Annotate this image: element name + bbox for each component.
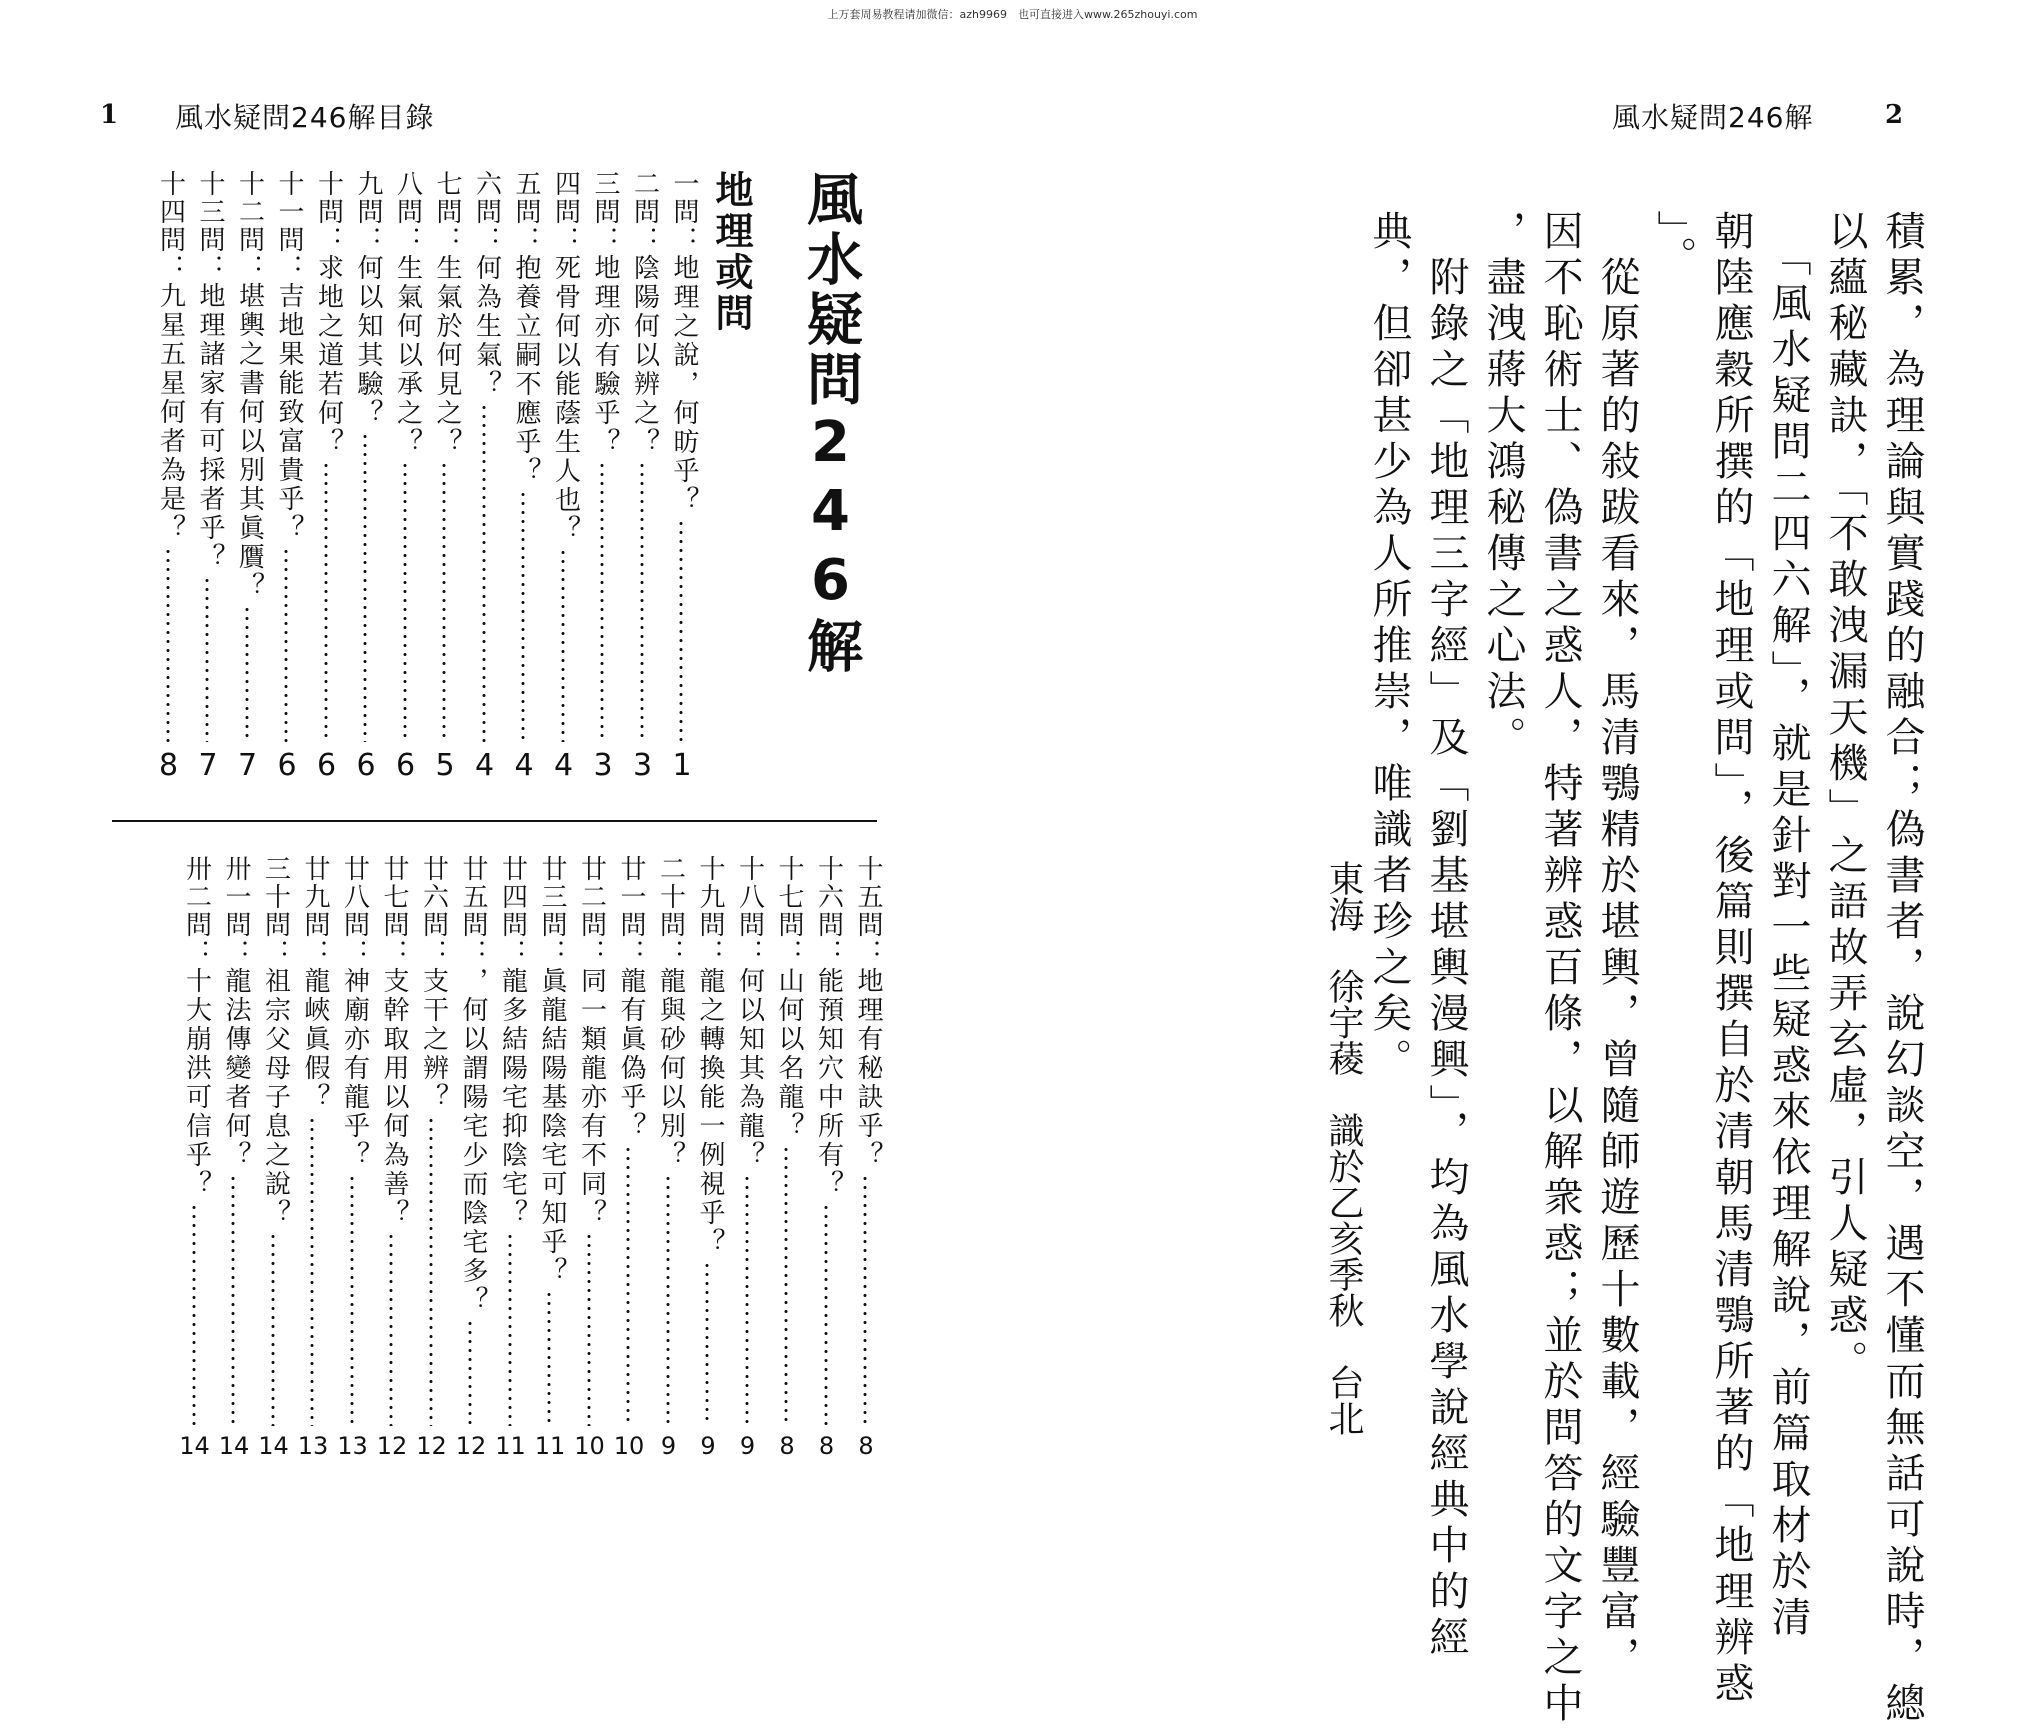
signature: 東海 徐宇薐 識於乙亥季秋 台北	[1323, 860, 1364, 1436]
toc-entry-number: 廿二問：	[576, 855, 607, 967]
toc-leader-dots	[508, 1232, 512, 1426]
toc-page-number: 9	[700, 1432, 716, 1460]
toc-entry-question: 抱養立嗣不應乎？	[511, 254, 541, 486]
toc-page-number: 9	[660, 1432, 677, 1460]
toc-entry-number: 十九問：	[695, 855, 725, 967]
toc-leader-dots	[166, 547, 170, 742]
toc-entry-number: 卅二問：	[181, 855, 212, 967]
toc-leader-dots	[231, 1174, 235, 1426]
toc-entry-number: 十一問：	[274, 170, 304, 282]
toc-entry-question: 地理諸家有可採者乎？	[195, 282, 225, 572]
toc-entry-number: 二問：	[629, 170, 660, 254]
preface-column: 典，但卻甚少為人所推崇，唯識者珍之矣。	[1366, 210, 1412, 1084]
toc-entry-number: 十五問：	[853, 855, 883, 967]
toc-entry-question: 龍之轉換能一例視乎？	[695, 967, 725, 1257]
toc-entry-number: 九問：	[353, 170, 383, 254]
toc-entry-question: 神廟亦有龍乎？	[339, 967, 370, 1170]
toc-entry-question: 地理亦有驗乎？	[590, 254, 620, 457]
toc-page-number: 3	[593, 748, 613, 783]
toc-leader-dots	[666, 1174, 670, 1426]
toc-entry-number: 十四問：	[155, 170, 186, 282]
toc-page-number: 11	[534, 1432, 566, 1460]
toc-leader-dots	[363, 432, 367, 742]
toc-entry-number: 廿七問：	[379, 855, 409, 967]
toc-leader-dots	[271, 1232, 275, 1426]
toc-page-number: 5	[435, 748, 455, 783]
toc-page-number: 7	[237, 748, 258, 783]
toc-entry-number: 四問：	[550, 170, 581, 254]
preface-column: 附錄之「地理三字經」及「劉基堪輿漫興」，均為風水學說經典中的經	[1423, 210, 1469, 1662]
toc-entry-question: 地理之說，何昉乎？	[669, 254, 699, 515]
toc-entry-question: 何以知其為龍？	[734, 967, 765, 1170]
left-page-number: 1	[100, 100, 119, 130]
toc-leader-dots	[863, 1174, 867, 1426]
toc-leader-dots	[429, 1116, 433, 1426]
right-page-number: 2	[1885, 100, 1904, 130]
toc-entry-number: 十八問：	[734, 855, 765, 967]
toc-leader-dots	[350, 1174, 354, 1426]
toc-page-number: 6	[395, 748, 416, 783]
toc-leader-dots	[245, 605, 249, 742]
toc-entry-number: 廿五問：	[458, 855, 488, 967]
toc-entry-number: 廿六問：	[418, 855, 449, 967]
toc-entry-question: 龍有眞偽乎？	[616, 967, 646, 1141]
toc-entry-number: 十七問：	[774, 855, 804, 967]
toc-entry-question: ，何以謂陽宅少而陰宅多？	[458, 967, 488, 1315]
toc-page-number: 4	[553, 748, 574, 783]
toc-entry-number: 二十問：	[655, 855, 686, 967]
watermark-text: 上万套周易教程请加微信：azh9969 也可直接进入www.265zhouyi.com	[827, 8, 1198, 21]
toc-entry-number: 一問：	[669, 170, 699, 254]
toc-page-number: 4	[514, 748, 534, 783]
toc-entry-question: 祖宗父母子息之說？	[260, 967, 291, 1228]
toc-entry-question: 能預知穴中所有？	[813, 967, 844, 1199]
toc-leader-dots	[679, 519, 683, 742]
toc-entry-number: 廿八問：	[339, 855, 370, 967]
toc-divider	[112, 820, 877, 822]
toc-entry-number: 六問：	[471, 170, 502, 254]
toc-page-number: 3	[632, 748, 653, 783]
toc-page-number: 9	[739, 1432, 756, 1460]
preface-column: 從原著的敍跋看來，馬清鶚精於堪輿，曾隨師遊歷十數載，經驗豐富，	[1594, 210, 1640, 1682]
toc-entry-question: 同一類龍亦有不同？	[576, 967, 607, 1228]
toc-leader-dots	[482, 403, 486, 742]
preface-column: 積累，為理論與實踐的融合；偽書者，說幻談空，遇不懂而無話可說時，總	[1879, 210, 1925, 1728]
toc-page-number: 13	[297, 1432, 329, 1460]
toc-entry-question: 吉地果能致富貴乎？	[274, 282, 304, 543]
toc-entry-number: 廿三問：	[537, 855, 567, 967]
toc-leader-dots	[705, 1261, 709, 1426]
toc-leader-dots	[284, 547, 288, 742]
toc-leader-dots	[521, 490, 525, 742]
toc-page-number: 12	[455, 1432, 487, 1460]
toc-page-number: 8	[818, 1432, 835, 1460]
toc-entry-number: 廿一問：	[616, 855, 646, 967]
toc-entry-question: 山何以名龍？	[774, 967, 804, 1141]
toc-entry-question: 十大崩洪可信乎？	[181, 967, 212, 1199]
toc-page-number: 7	[198, 748, 218, 783]
right-running-head: 風水疑問246解	[1612, 101, 1814, 134]
toc-leader-dots	[745, 1174, 749, 1426]
toc-entry-question: 眞龍結陽基陰宅可知乎？	[537, 967, 567, 1286]
toc-leader-dots	[784, 1145, 788, 1426]
toc-leader-dots	[640, 461, 644, 742]
toc-page-number: 6	[277, 748, 297, 783]
toc-page-number: 14	[258, 1432, 289, 1460]
toc-entry-number: 七問：	[432, 170, 462, 254]
toc-leader-dots	[192, 1203, 196, 1426]
toc-entry-question: 龍與砂何以別？	[655, 967, 686, 1170]
toc-entry-question: 何以知其驗？	[353, 254, 383, 428]
toc-leader-dots	[561, 548, 565, 742]
toc-entry-number: 三問：	[590, 170, 620, 254]
toc-page-number: 8	[779, 1432, 795, 1460]
toc-page-number: 4	[474, 748, 495, 783]
toc-entry-question: 堪輿之書何以別其眞贋？	[234, 282, 265, 601]
toc-entry-question: 何為生氣？	[471, 254, 502, 399]
toc-entry-number: 十問：	[313, 170, 344, 254]
toc-entry-question: 龍多結陽宅抑陰宅？	[497, 967, 528, 1228]
toc-page-number: 12	[416, 1432, 447, 1460]
preface-column: 「風水疑問二四六解」，就是針對一些疑惑來依理解說，前篇取材於清	[1765, 210, 1811, 1642]
toc-entry-question: 支干之辨？	[418, 967, 449, 1112]
toc-leader-dots	[310, 1116, 314, 1426]
toc-entry-number: 五問：	[511, 170, 541, 254]
toc-entry-question: 龍峽眞假？	[300, 967, 330, 1112]
toc-entry-number: 八問：	[392, 170, 423, 254]
preface-column: ，盡洩蔣大鴻秘傳之心法。	[1480, 210, 1526, 762]
book-title: 風水疑問246解	[798, 170, 863, 677]
toc-leader-dots	[389, 1232, 393, 1426]
toc-entry-question: 生氣何以承之？	[392, 254, 423, 457]
toc-leader-dots	[547, 1290, 551, 1426]
preface-column: 」。	[1651, 210, 1697, 282]
toc-entry-number: 廿九問：	[300, 855, 330, 967]
toc-entry-number: 卅一問：	[221, 855, 251, 967]
preface-column: 朝陸應穀所撰的「地理或問」，後篇則撰自於清朝馬清鶚所著的「地理辨惑	[1708, 210, 1754, 1708]
toc-entry-question: 生氣於何見之？	[432, 254, 462, 457]
toc-page-number: 11	[495, 1432, 526, 1460]
toc-page-number: 6	[316, 748, 337, 783]
toc-page-number: 1	[672, 748, 692, 783]
toc-page-number: 10	[574, 1432, 605, 1460]
toc-entry-question: 死骨何以能蔭生人也？	[550, 254, 581, 544]
toc-page-number: 12	[376, 1432, 408, 1460]
toc-entry-number: 十二問：	[234, 170, 265, 282]
section-title: 地理或問	[709, 170, 753, 334]
toc-page-number: 6	[356, 748, 376, 783]
toc-entry-number: 廿四問：	[497, 855, 528, 967]
toc-page-number: 13	[337, 1432, 368, 1460]
left-running-head: 風水疑問246解目錄	[175, 101, 435, 134]
toc-page-number: 14	[179, 1432, 210, 1460]
toc-page-number: 8	[858, 1432, 874, 1460]
toc-entry-question: 龍法傳變者何？	[221, 967, 251, 1170]
toc-leader-dots	[403, 461, 407, 742]
toc-leader-dots	[626, 1145, 630, 1426]
toc-page-number: 14	[218, 1432, 250, 1460]
toc-leader-dots	[587, 1232, 591, 1426]
toc-entry-question: 陰陽何以辨之？	[629, 254, 660, 457]
toc-entry-number: 十六問：	[813, 855, 844, 967]
preface-column: 因不恥術士、偽書之惑人，特著辨惑百條，以解衆惑；並於問答的文字之中	[1537, 210, 1583, 1728]
toc-leader-dots	[468, 1319, 472, 1426]
toc-entry-question: 地理有秘訣乎？	[853, 967, 883, 1170]
toc-leader-dots	[205, 576, 209, 742]
preface-column: 以蘊秘藏訣，「不敢洩漏天機」之語故弄玄虛，引人疑惑。	[1822, 210, 1868, 1386]
toc-entry-number: 十三問：	[195, 170, 225, 282]
toc-entry-question: 求地之道若何？	[313, 254, 344, 457]
toc-leader-dots	[442, 461, 446, 742]
toc-page-number: 8	[158, 748, 179, 783]
toc-page-number: 10	[613, 1432, 645, 1460]
toc-entry-question: 九星五星何者為是？	[155, 282, 186, 543]
toc-leader-dots	[824, 1203, 828, 1426]
toc-leader-dots	[324, 461, 328, 742]
toc-entry-number: 三十問：	[260, 855, 291, 967]
toc-entry-question: 支幹取用以何為善？	[379, 967, 409, 1228]
toc-leader-dots	[600, 461, 604, 742]
